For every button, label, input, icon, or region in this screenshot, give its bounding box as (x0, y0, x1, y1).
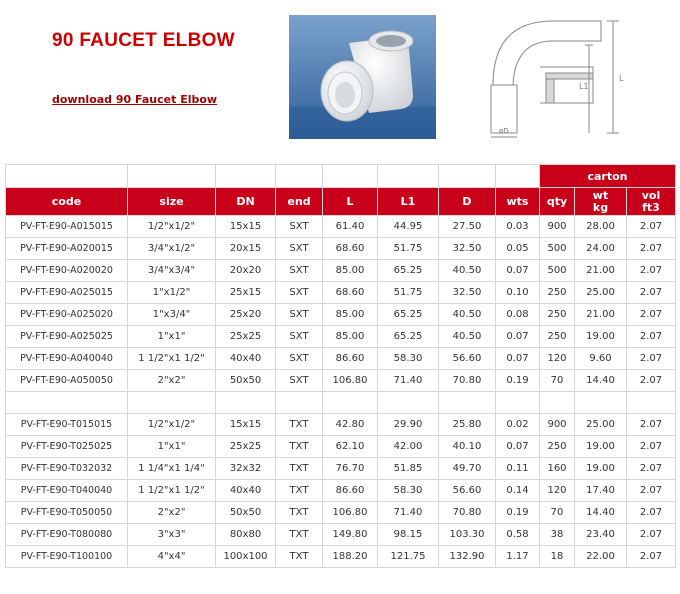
table-cell: 0.08 (496, 304, 540, 326)
table-cell: 14.40 (575, 502, 627, 524)
table-row (6, 216, 676, 238)
table-cell: 85.00 (323, 304, 378, 326)
column-header-line: wt (592, 188, 609, 202)
column-header (276, 188, 323, 216)
table-cell: 121.75 (378, 546, 439, 568)
column-header-line: code (51, 194, 82, 208)
table-cell: 23.40 (575, 524, 627, 546)
table-cell: 20x20 (216, 260, 276, 282)
table-cell: 51.75 (378, 238, 439, 260)
table-cell: 0.07 (496, 436, 540, 458)
table-cell: 29.90 (378, 414, 439, 436)
table-cell: 18 (540, 546, 575, 568)
column-header-line: L (346, 194, 354, 208)
table-cell: PV-FT-E90-A025025 (6, 326, 128, 348)
table-cell: 14.40 (575, 370, 627, 392)
table-cell: PV-FT-E90-A015015 (6, 216, 128, 238)
table-cell: 120 (540, 480, 575, 502)
table-cell: 2.07 (627, 304, 676, 326)
table-row (6, 502, 676, 524)
table-cell: 86.60 (323, 348, 378, 370)
table-cell: 62.10 (323, 436, 378, 458)
table-cell: 2.07 (627, 546, 676, 568)
table-cell: TXT (276, 414, 323, 436)
table-cell: 250 (540, 326, 575, 348)
table-cell: 40.50 (439, 326, 496, 348)
column-header (439, 188, 496, 216)
table-cell: SXT (276, 282, 323, 304)
column-header-line: qty (546, 194, 568, 208)
table-cell: 15x15 (216, 216, 276, 238)
table-cell: PV-FT-E90-A050050 (6, 370, 128, 392)
table-cell: 106.80 (323, 502, 378, 524)
table-cell: 86.60 (323, 480, 378, 502)
column-header-line: L1 (400, 194, 416, 208)
table-cell: 2.07 (627, 524, 676, 546)
table-row (6, 304, 676, 326)
table-cell: 76.70 (323, 458, 378, 480)
table-cell: 0.07 (496, 260, 540, 282)
table-cell: 0.02 (496, 414, 540, 436)
table-spacer-row (6, 392, 676, 414)
column-header (496, 188, 540, 216)
table-cell: SXT (276, 216, 323, 238)
table-cell: 21.00 (575, 260, 627, 282)
table-cell: 1"x1/2" (128, 282, 216, 304)
table-cell: 900 (540, 216, 575, 238)
table-cell: 70.80 (439, 370, 496, 392)
table-cell: 25.00 (575, 414, 627, 436)
table-cell: 70 (540, 502, 575, 524)
table-cell: 56.60 (439, 480, 496, 502)
column-header (627, 188, 676, 216)
technical-drawing (473, 15, 633, 143)
table-cell: SXT (276, 348, 323, 370)
column-header-line: kg (592, 200, 609, 214)
table-cell: 40.50 (439, 304, 496, 326)
table-cell: 65.25 (378, 326, 439, 348)
table-cell: PV-FT-E90-A040040 (6, 348, 128, 370)
column-header-line: D (462, 194, 472, 208)
download-link[interactable]: download 90 Faucet Elbow (52, 93, 218, 106)
table-cell: 500 (540, 260, 575, 282)
table-cell: 25.00 (575, 282, 627, 304)
table-cell: 1/2"x1/2" (128, 414, 216, 436)
table-cell: 2.07 (627, 348, 676, 370)
table-cell: 2.07 (627, 436, 676, 458)
column-header (6, 188, 128, 216)
table-cell: 188.20 (323, 546, 378, 568)
table-cell: 15x15 (216, 414, 276, 436)
table-cell: 71.40 (378, 370, 439, 392)
column-header-line: size (159, 194, 184, 208)
table-cell: 1 1/2"x1 1/2" (128, 480, 216, 502)
table-cell: TXT (276, 480, 323, 502)
table-cell: PV-FT-E90-T015015 (6, 414, 128, 436)
table-cell: 19.00 (575, 436, 627, 458)
table-cell: SXT (276, 304, 323, 326)
table-cell: 2.07 (627, 480, 676, 502)
table-cell: 20x15 (216, 238, 276, 260)
table-cell: 85.00 (323, 260, 378, 282)
table-cell: 50x50 (216, 370, 276, 392)
table-cell: 2.07 (627, 414, 676, 436)
table-row (6, 326, 676, 348)
table-cell: 25.80 (439, 414, 496, 436)
table-row (6, 458, 676, 480)
table-cell: 106.80 (323, 370, 378, 392)
table-cell: 0.10 (496, 282, 540, 304)
table-cell: 42.00 (378, 436, 439, 458)
table-cell: 51.85 (378, 458, 439, 480)
table-cell: SXT (276, 260, 323, 282)
table-cell: PV-FT-E90-T040040 (6, 480, 128, 502)
table-cell: 80x80 (216, 524, 276, 546)
drawing-label-l: L (619, 74, 624, 83)
table-cell: 1.17 (496, 546, 540, 568)
table-cell: 2.07 (627, 370, 676, 392)
table-cell: 3/4"x3/4" (128, 260, 216, 282)
table-cell: 1"x1" (128, 326, 216, 348)
table-cell: 56.60 (439, 348, 496, 370)
table-cell: SXT (276, 326, 323, 348)
table-cell: 50x50 (216, 502, 276, 524)
table-cell: 22.00 (575, 546, 627, 568)
table-cell: 3"x3" (128, 524, 216, 546)
table-cell: 2.07 (627, 502, 676, 524)
table-cell: 3/4"x1/2" (128, 238, 216, 260)
page-title: 90 FAUCET ELBOW (52, 30, 235, 51)
table-row (6, 260, 676, 282)
table-cell: 2.07 (627, 216, 676, 238)
table-cell: 98.15 (378, 524, 439, 546)
table-cell: 28.00 (575, 216, 627, 238)
table-cell: 19.00 (575, 326, 627, 348)
table-cell: 2"x2" (128, 370, 216, 392)
table-cell: 25x15 (216, 282, 276, 304)
carton-group-header: carton (540, 165, 676, 188)
table-cell: 42.80 (323, 414, 378, 436)
table-cell: PV-FT-E90-A020015 (6, 238, 128, 260)
table-cell: 61.40 (323, 216, 378, 238)
table-cell: 250 (540, 436, 575, 458)
table-row (6, 370, 676, 392)
table-row (6, 348, 676, 370)
table-cell: TXT (276, 546, 323, 568)
table-cell: 2"x2" (128, 502, 216, 524)
table-cell: 1"x1" (128, 436, 216, 458)
table-cell: 149.80 (323, 524, 378, 546)
table-cell: 120 (540, 348, 575, 370)
column-header-line: ft3 (642, 200, 660, 214)
table-cell: 32.50 (439, 282, 496, 304)
table-cell: SXT (276, 238, 323, 260)
table-cell: 70.80 (439, 502, 496, 524)
table-cell: 1 1/2"x1 1/2" (128, 348, 216, 370)
column-header-line: wts (506, 194, 529, 208)
product-photo (289, 15, 436, 139)
table-cell: PV-FT-E90-T080080 (6, 524, 128, 546)
table-row (6, 238, 676, 260)
table-cell: 70 (540, 370, 575, 392)
table-cell: 40.10 (439, 436, 496, 458)
table-cell: SXT (276, 370, 323, 392)
table-cell: 40x40 (216, 480, 276, 502)
table-cell: 65.25 (378, 260, 439, 282)
table-cell: 103.30 (439, 524, 496, 546)
table-cell: 49.70 (439, 458, 496, 480)
table-cell: TXT (276, 436, 323, 458)
table-cell: 160 (540, 458, 575, 480)
table-cell: PV-FT-E90-A020020 (6, 260, 128, 282)
table-cell: 32.50 (439, 238, 496, 260)
table-cell: 9.60 (575, 348, 627, 370)
table-cell: 32x32 (216, 458, 276, 480)
table-cell: 1"x3/4" (128, 304, 216, 326)
table-cell: 17.40 (575, 480, 627, 502)
table-cell: TXT (276, 502, 323, 524)
table-cell: 250 (540, 304, 575, 326)
table-cell: 132.90 (439, 546, 496, 568)
table-body (6, 216, 676, 568)
table-cell: PV-FT-E90-T100100 (6, 546, 128, 568)
table-cell: 0.07 (496, 348, 540, 370)
column-header (323, 188, 378, 216)
table-cell: 250 (540, 282, 575, 304)
table-row (6, 414, 676, 436)
table-cell: 0.19 (496, 370, 540, 392)
table-cell: 2.07 (627, 326, 676, 348)
table-cell: 900 (540, 414, 575, 436)
table-cell: 65.25 (378, 304, 439, 326)
column-header (128, 188, 216, 216)
table-cell: 24.00 (575, 238, 627, 260)
table-cell: 40x40 (216, 348, 276, 370)
table-cell: 1 1/4"x1 1/4" (128, 458, 216, 480)
table-cell: 0.03 (496, 216, 540, 238)
spec-table (5, 164, 676, 568)
table-row (6, 282, 676, 304)
column-header (378, 188, 439, 216)
table-cell: TXT (276, 524, 323, 546)
table-cell: 1/2"x1/2" (128, 216, 216, 238)
column-header (575, 188, 627, 216)
table-row (6, 436, 676, 458)
table-cell: 2.07 (627, 458, 676, 480)
table-cell: 27.50 (439, 216, 496, 238)
table-cell: 58.30 (378, 480, 439, 502)
table-cell: 0.11 (496, 458, 540, 480)
table-cell: 2.07 (627, 282, 676, 304)
table-cell: 25x20 (216, 304, 276, 326)
table-cell: TXT (276, 458, 323, 480)
table-header-group-row (6, 165, 676, 188)
table-cell: 21.00 (575, 304, 627, 326)
table-cell: 44.95 (378, 216, 439, 238)
table-row (6, 480, 676, 502)
table-cell: 25x25 (216, 436, 276, 458)
table-cell: 2.07 (627, 260, 676, 282)
table-row (6, 524, 676, 546)
column-header (216, 188, 276, 216)
table-cell: PV-FT-E90-T050050 (6, 502, 128, 524)
table-cell: 0.07 (496, 326, 540, 348)
drawing-label-l1: L1 (579, 82, 589, 91)
table-cell: 2.07 (627, 238, 676, 260)
table-cell: 38 (540, 524, 575, 546)
table-cell: 0.58 (496, 524, 540, 546)
table-cell: 85.00 (323, 326, 378, 348)
table-cell: 58.30 (378, 348, 439, 370)
table-cell: 40.50 (439, 260, 496, 282)
table-cell: PV-FT-E90-A025020 (6, 304, 128, 326)
column-header-line: DN (236, 194, 255, 208)
table-cell: 100x100 (216, 546, 276, 568)
table-cell: 68.60 (323, 238, 378, 260)
table-cell: 68.60 (323, 282, 378, 304)
table-cell: 25x25 (216, 326, 276, 348)
table-cell: PV-FT-E90-T032032 (6, 458, 128, 480)
table-cell: 51.75 (378, 282, 439, 304)
table-cell: PV-FT-E90-A025015 (6, 282, 128, 304)
table-cell: 19.00 (575, 458, 627, 480)
table-cell: PV-FT-E90-T025025 (6, 436, 128, 458)
column-header-line: end (287, 194, 311, 208)
table-cell: 71.40 (378, 502, 439, 524)
table-header-row (6, 188, 676, 216)
table-cell: 0.14 (496, 480, 540, 502)
table-cell: 500 (540, 238, 575, 260)
column-header (540, 188, 575, 216)
table-cell: 4"x4" (128, 546, 216, 568)
table-row (6, 546, 676, 568)
column-header-line: vol (641, 188, 661, 202)
drawing-label-d: øD (499, 127, 509, 135)
table-cell: 0.19 (496, 502, 540, 524)
table-cell: 0.05 (496, 238, 540, 260)
